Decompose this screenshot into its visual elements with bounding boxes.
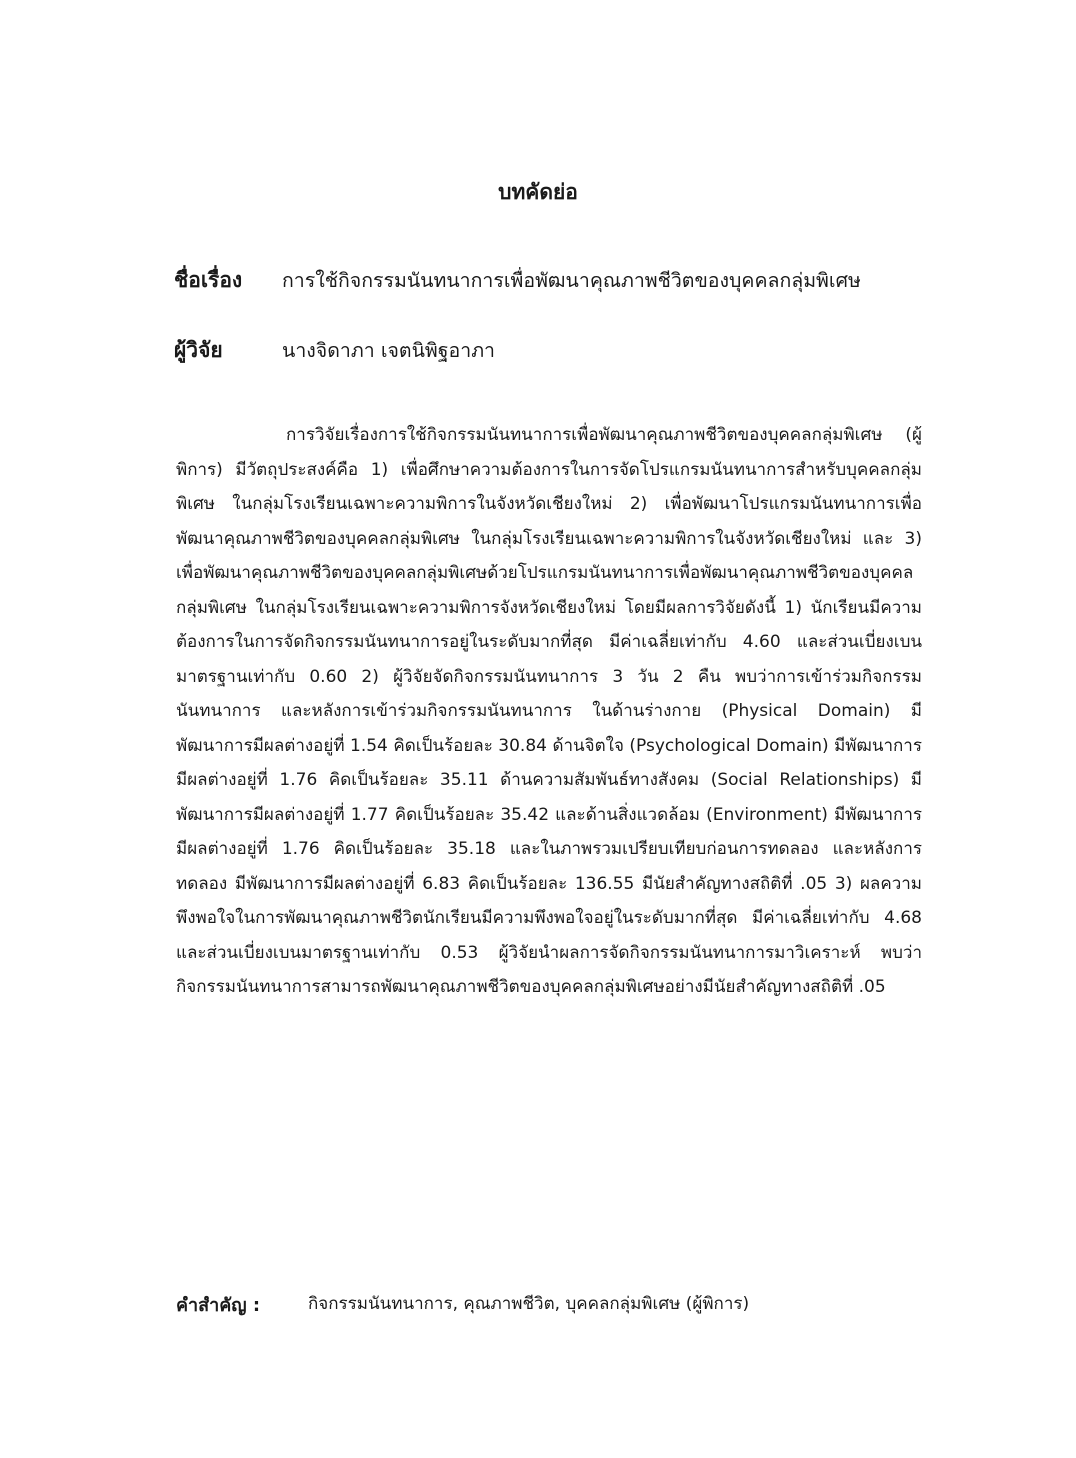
researcher-row (174, 334, 934, 368)
researcher-label: ผู้วิจัย (174, 338, 223, 362)
researcher-value: นางจิดาภา เจตนิพิฐอาภา (282, 339, 496, 362)
research-title-row (174, 264, 934, 298)
research-title-label: ชื่อเรื่อง (174, 268, 243, 292)
research-title-value: การใช้กิจกรรมนันทนาการเพื่อพัฒนาคุณภาพชีวิตของบุคคลกลุ่มพิเศษ (282, 269, 861, 292)
abstract-body (176, 418, 922, 1005)
keywords-label: คำสำคัญ : (176, 1295, 261, 1316)
abstract-text: การวิจัยเรื่องการใช้กิจกรรมนันทนาการเพื่อพัฒนาคุณภาพชีวิตของบุคคลกลุ่มพิเศษ (ผู้พิการ) มีวัตถุประสงค์คือ 1) เพื่อศึกษาความต้องการในการจัดโปรแกรมนันทนาการสำหรับบุคคลกลุ่มพิเศษ ในกลุ่มโรงเรียนเฉพาะความพิการในจังหวัดเชียงใหม่ 2) เพื่อพัฒนาโปรแกรมนันทนาการเพื่อพัฒนาคุณภาพชีวิตของบุคคลกลุ่มพิเศษ ในกลุ่มโรงเรียนเฉพาะความพิการในจังหวัดเชียงใหม่ และ 3) เพื่อพัฒนาคุณภาพชีวิตของบุคคลกลุ่มพิเศษด้วยโปรแกรมนันทนาการเพื่อพัฒนาคุณภาพชีวิตของบุคคลกลุ่มพิเศษ ในกลุ่มโรงเรียนเฉพาะความพิการจังหวัดเชียงใหม่ โดยมีผลการวิจัยดังนี้ 1) นักเรียนมีความต้องการในการจัดกิจกรรมนันทนาการอยู่ในระดับมากที่สุด มีค่าเฉลี่ยเท่ากับ 4.60 และส่วนเบี่ยงเบนมาตรฐานเท่ากับ 0.60 2) ผู้วิจัยจัดกิจกรรมนันทนาการ 3 วัน 2 คืน พบว่าการเข้าร่วมกิจกรรมนันทนาการ และหลังการเข้าร่วมกิจกรรมนันทนาการ ในด้านร่างกาย (Physical Domain) มีพัฒนาการมีผลต่างอยู่ที่ 1.54 คิดเป็นร้อยละ 30.84 ด้านจิตใจ (Psychological Domain) มีพัฒนาการมีผลต่างอยู่ที่ 1.76 คิดเป็นร้อยละ 35.11 ด้านความสัมพันธ์ทางสังคม (Social Relationships) มีพัฒนาการมีผลต่างอยู่ที่ 1.77 คิดเป็นร้อยละ 35.42 และด้านสิ่งแวดล้อม (Environment) มีพัฒนาการมีผลต่างอยู่ที่ 1.76 คิดเป็นร้อยละ 35.18 และในภาพรวมเปรียบเทียบก่อนการทดลอง และหลังการทดลอง มีพัฒนาการมีผลต่างอยู่ที่ 6.83 คิดเป็นร้อยละ 136.55 มีนัยสำคัญทางสถิติที่ .05 3) ผลความพึงพอใจในการพัฒนาคุณภาพชีวิตนักเรียนมีความพึงพอใจอยู่ในระดับมากที่สุด มีค่าเฉลี่ยเท่ากับ 4.68 และส่วนเบี่ยงเบนมาตรฐานเท่ากับ 0.53 ผู้วิจัยนำผลการจัดกิจกรรมนันทนาการมาวิเคราะห์ พบว่ากิจกรรมนันทนาการสามารถพัฒนาคุณภาพชีวิตของบุคคลกลุ่มพิเศษอย่างมีนัยสำคัญทางสถิติที่ .05 (176, 425, 922, 997)
keywords-row (176, 1290, 936, 1322)
keywords-value: กิจกรรมนันทนาการ, คุณภาพชีวิต, บุคคลกลุ่มพิเศษ (ผู้พิการ) (308, 1294, 750, 1314)
abstract-heading: บทคัดย่อ (498, 180, 578, 204)
